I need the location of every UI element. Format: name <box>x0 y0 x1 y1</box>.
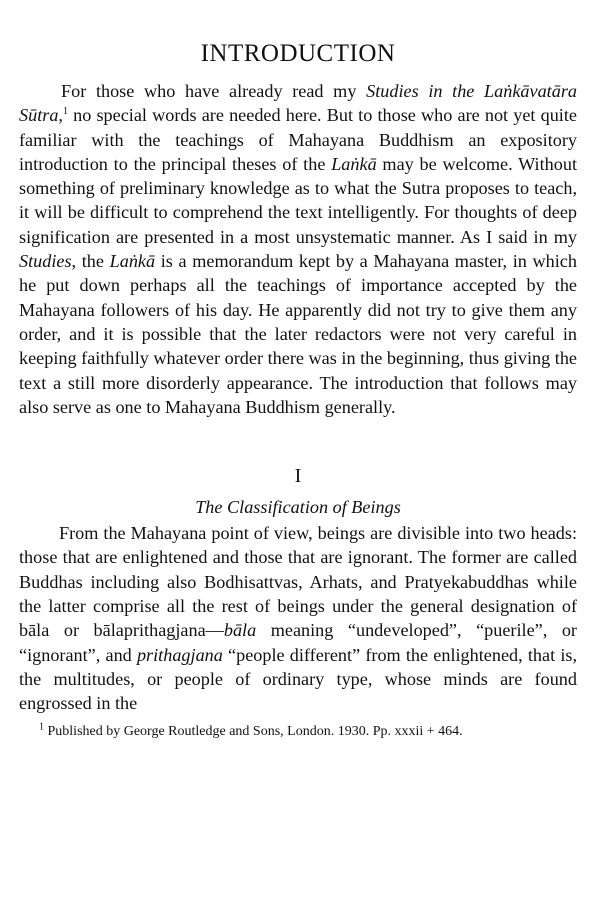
intro-text-3: may be welcome. Without something of preliminary knowledge as to what the Sutra proposes to teach, it will be difficult to comprehend the text intelligently. For thoughts of deep signification are presented in a most unsystematic manner. As I said in my <box>19 153 577 247</box>
section-number: I <box>294 465 302 488</box>
lanka-italic-2: Laṅkā <box>109 251 156 272</box>
footnote <box>19 722 577 741</box>
book-page <box>19 0 577 741</box>
footnote-mark: 1 <box>39 720 44 732</box>
footnote-text: Published by George Routledge and Sons, London. 1930. Pp. xxxii + 464. <box>44 723 463 739</box>
intro-text-2: no special words are needed here. But to those who are not yet quite familiar with the teachings of Mahayana Buddhism an expository introduction to the principal theses of the <box>19 105 577 174</box>
footnote-reference: 1 <box>62 106 68 118</box>
classification-text-1: From the Mahayana point of view, beings are divisible into two heads: those that are enlightened and those that are ignorant. The former are called Buddhas including also Bodhisattvas, Arhats, and Pratyekabuddhas while the latter comprise all the rest of beings under the general designation of bāla or bālaprithagjana— <box>19 523 577 641</box>
studies-italic: Studies <box>19 251 72 272</box>
section-title: The Classification of Beings <box>195 497 401 518</box>
page-title: INTRODUCTION <box>200 40 396 67</box>
bala-italic: bāla <box>223 620 257 641</box>
lanka-italic: Laṅkā <box>331 153 377 174</box>
book-title-italic: Studies in the Laṅkāvatāra Sūtra, <box>19 81 577 126</box>
classification-text-3: “people different” from the enlightened, that is, the multitudes, or people of ordinary type, whose minds are found engrossed in the <box>19 644 578 714</box>
classification-text-2: meaning “undeveloped”, “puerile”, or “ignorant”, and <box>19 620 577 665</box>
intro-text-4: , the <box>71 251 110 272</box>
intro-text-5: is a memorandum kept by a Mahayana master, in which he put down perhaps all the teachings of importance accepted by the Mahayana followers of his day. He apparently did not try to give them any order, and it is possible that the later redactors were not very careful in keeping faithfully whatever order there was in the beginning, thus giving the text a still more disorderly appearance. The introduction that follows may also serve as one to Mahayana Buddhism generally. <box>19 251 577 417</box>
intro-text-1: For those who have already read my <box>61 81 367 101</box>
classification-paragraph <box>19 521 577 715</box>
prithagjana-italic: prithagjana <box>136 644 223 665</box>
intro-paragraph <box>19 79 577 419</box>
